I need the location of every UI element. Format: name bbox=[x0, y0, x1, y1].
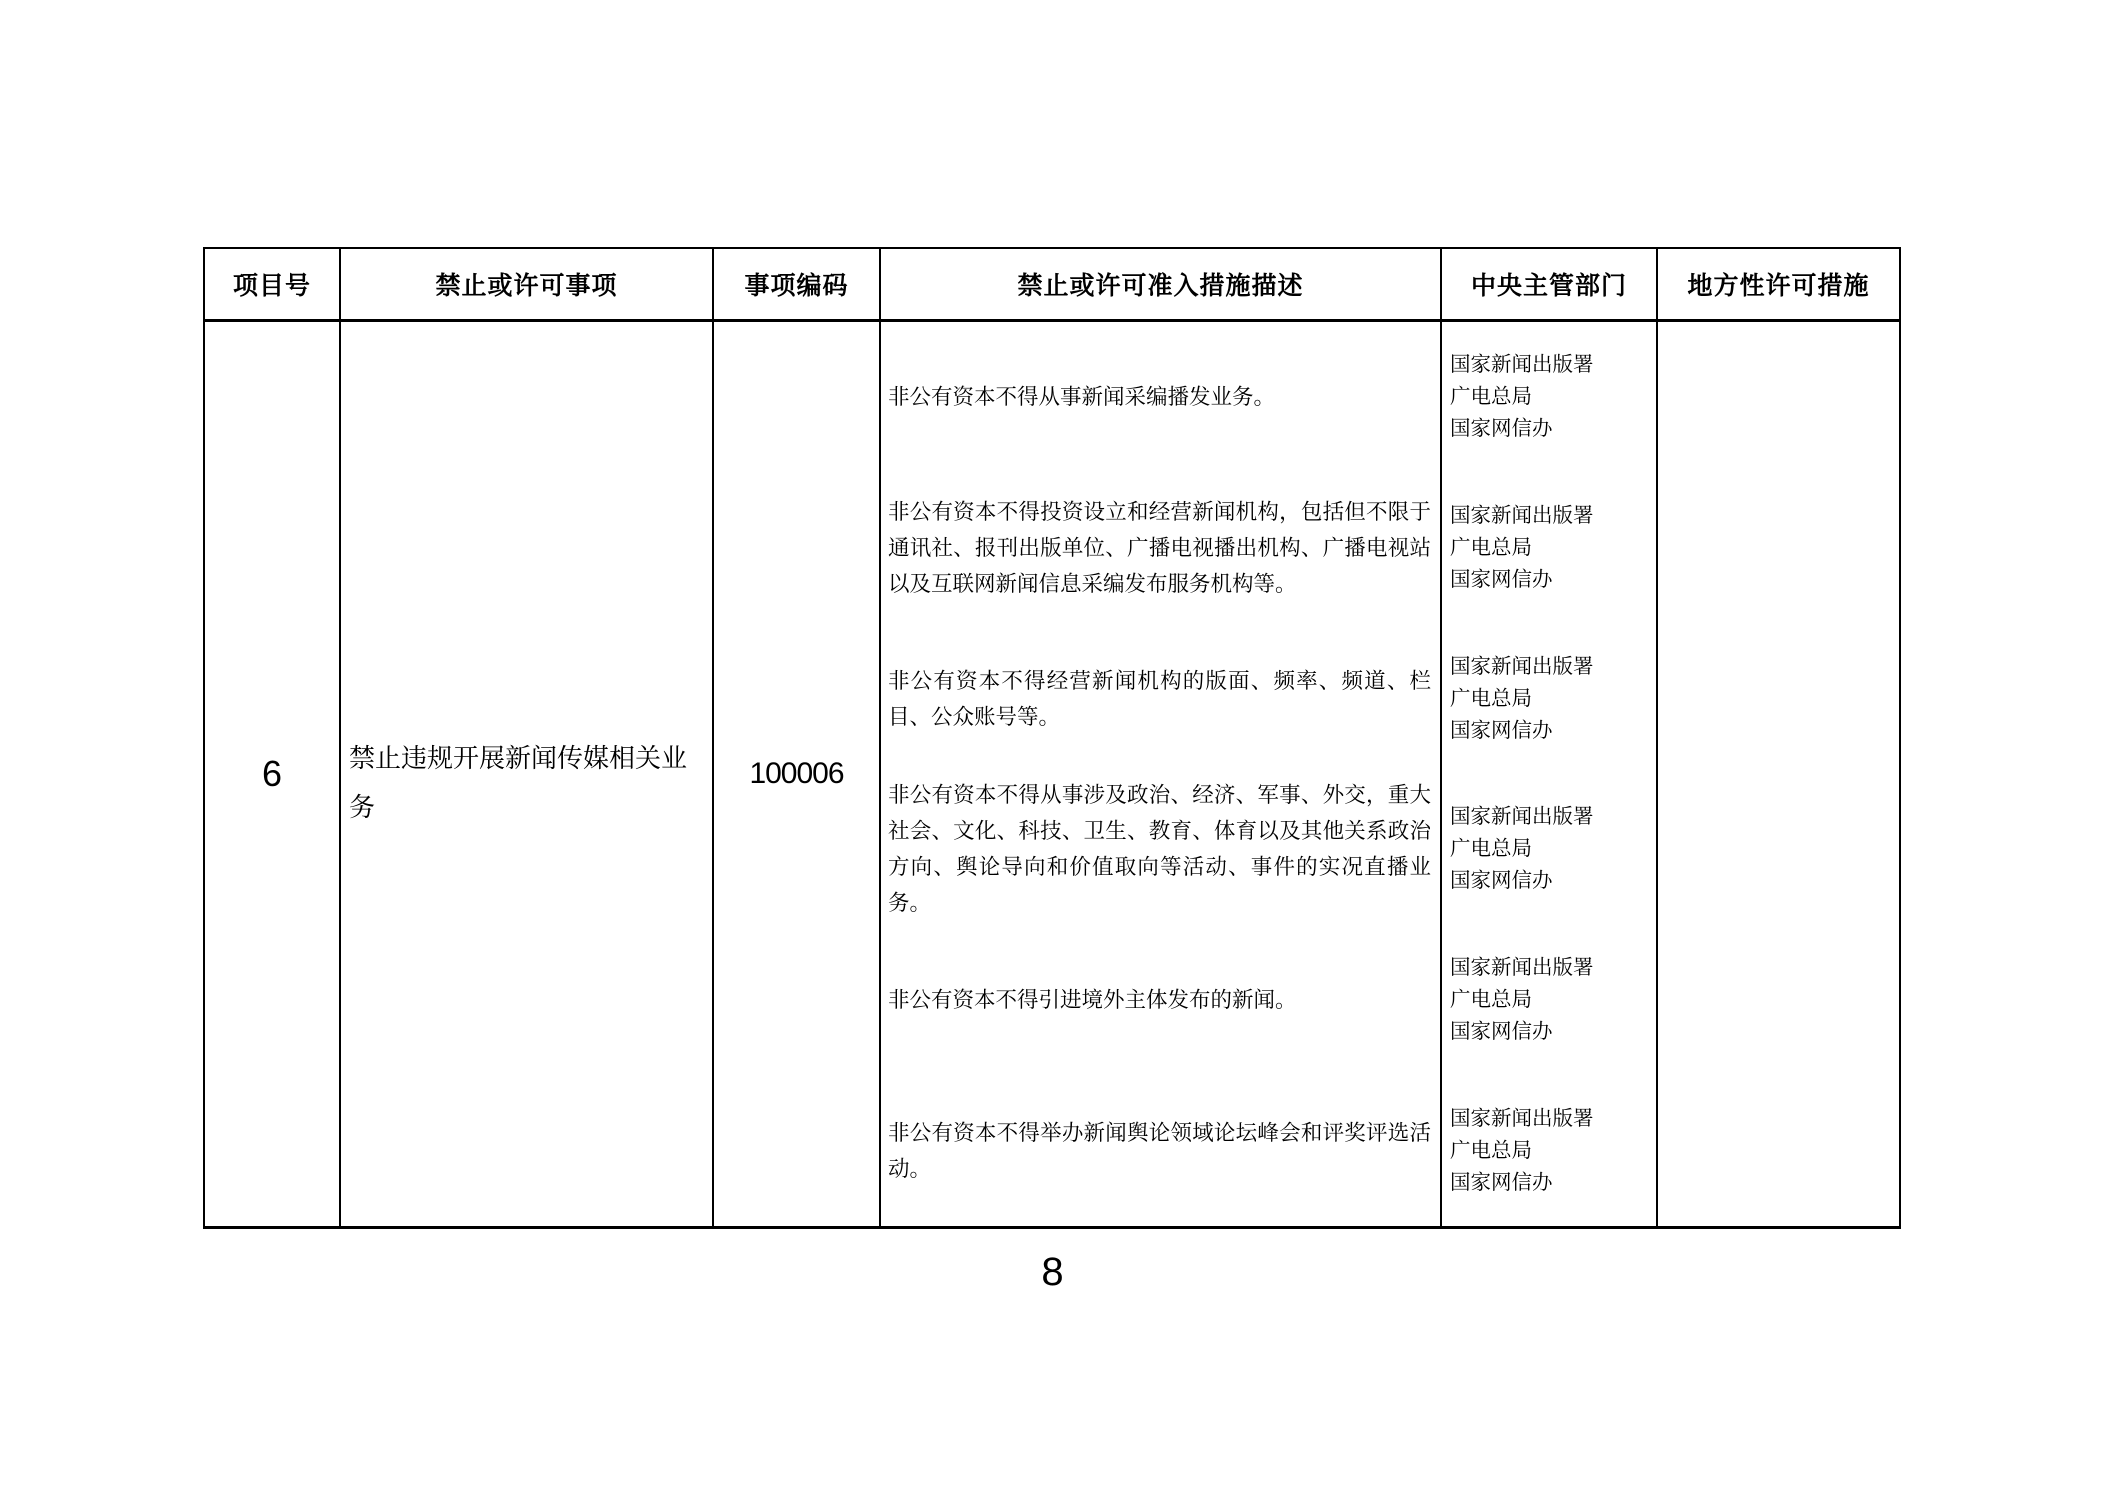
department-name: 国家网信办 bbox=[1450, 1021, 1553, 1044]
header-local-measures: 地方性许可措施 bbox=[1656, 249, 1899, 319]
table-row bbox=[205, 322, 1899, 1226]
measure-text: 非公有资本不得经营新闻机构的版面、频率、频道、栏目、公众账号等。 bbox=[888, 668, 1431, 729]
department-name: 广电总局 bbox=[1450, 537, 1532, 559]
header-prohibited-matter: 禁止或许可事项 bbox=[339, 249, 712, 319]
page-number: 8 bbox=[1041, 1250, 1064, 1294]
departments-block bbox=[1442, 774, 1656, 925]
departments-block bbox=[1442, 925, 1656, 1076]
measure-block bbox=[881, 774, 1440, 925]
measure-text: 非公有资本不得举办新闻舆论领域论坛峰会和评奖评选活动。 bbox=[888, 1120, 1431, 1181]
measure-block bbox=[881, 1075, 1440, 1226]
measure-text: 非公有资本不得投资设立和经营新闻机构，包括但不限于通讯社、报刊出版单位、广播电视播出机构、广播电视站以及互联网新闻信息采编发布服务机构等。 bbox=[888, 500, 1431, 596]
departments-block bbox=[1442, 623, 1656, 774]
item-number: 6 bbox=[261, 753, 283, 794]
measure-block bbox=[881, 925, 1440, 1076]
department-name: 国家新闻出版署 bbox=[1450, 655, 1594, 678]
department-name: 国家新闻出版署 bbox=[1450, 505, 1594, 527]
central-departments-cell bbox=[1440, 322, 1656, 1226]
matter-code-cell bbox=[712, 322, 879, 1226]
departments-block bbox=[1442, 322, 1656, 473]
departments-block bbox=[1442, 473, 1656, 624]
header-measure-description: 禁止或许可准入措施描述 bbox=[879, 249, 1440, 319]
measure-block bbox=[881, 473, 1440, 624]
measure-text: 非公有资本不得引进境外主体发布的新闻。 bbox=[888, 988, 1297, 1013]
local-measures-cell bbox=[1656, 322, 1899, 1226]
department-name: 广电总局 bbox=[1450, 838, 1532, 861]
measure-text: 非公有资本不得从事新闻采编播发业务。 bbox=[888, 385, 1276, 410]
department-name: 国家新闻出版署 bbox=[1450, 806, 1594, 829]
matter-text: 禁止违规开展新闻传媒相关业务 bbox=[349, 744, 688, 822]
department-name: 国家网信办 bbox=[1450, 569, 1553, 591]
matter-cell bbox=[339, 322, 712, 1226]
department-name: 国家新闻出版署 bbox=[1450, 1107, 1594, 1130]
department-name: 国家新闻出版署 bbox=[1450, 957, 1594, 980]
department-name: 广电总局 bbox=[1450, 687, 1532, 710]
measure-block bbox=[881, 322, 1440, 473]
header-central-department: 中央主管部门 bbox=[1440, 249, 1656, 319]
department-name: 国家新闻出版署 bbox=[1450, 354, 1594, 377]
department-name: 国家网信办 bbox=[1450, 418, 1553, 441]
header-item-number: 项目号 bbox=[232, 273, 311, 300]
department-name: 国家网信办 bbox=[1450, 870, 1553, 893]
table-header-row bbox=[205, 249, 1899, 322]
department-name: 广电总局 bbox=[1450, 1139, 1532, 1162]
matter-code: 100006 bbox=[749, 757, 844, 790]
measure-block bbox=[881, 623, 1440, 774]
measure-text: 非公有资本不得从事涉及政治、经济、军事、外交，重大社会、文化、科技、卫生、教育、体育以及其他关系政治方向、舆论导向和价值取向等活动、事件的实况直播业务。 bbox=[888, 783, 1431, 916]
item-number-cell bbox=[205, 322, 339, 1226]
department-name: 广电总局 bbox=[1450, 989, 1532, 1012]
header-matter-code: 事项编码 bbox=[712, 249, 879, 319]
measure-descriptions-cell bbox=[879, 322, 1440, 1226]
department-name: 国家网信办 bbox=[1450, 1171, 1553, 1194]
departments-block bbox=[1442, 1075, 1656, 1226]
department-name: 国家网信办 bbox=[1450, 719, 1553, 742]
department-name: 广电总局 bbox=[1450, 386, 1532, 409]
access-measures-table bbox=[203, 247, 1901, 1229]
